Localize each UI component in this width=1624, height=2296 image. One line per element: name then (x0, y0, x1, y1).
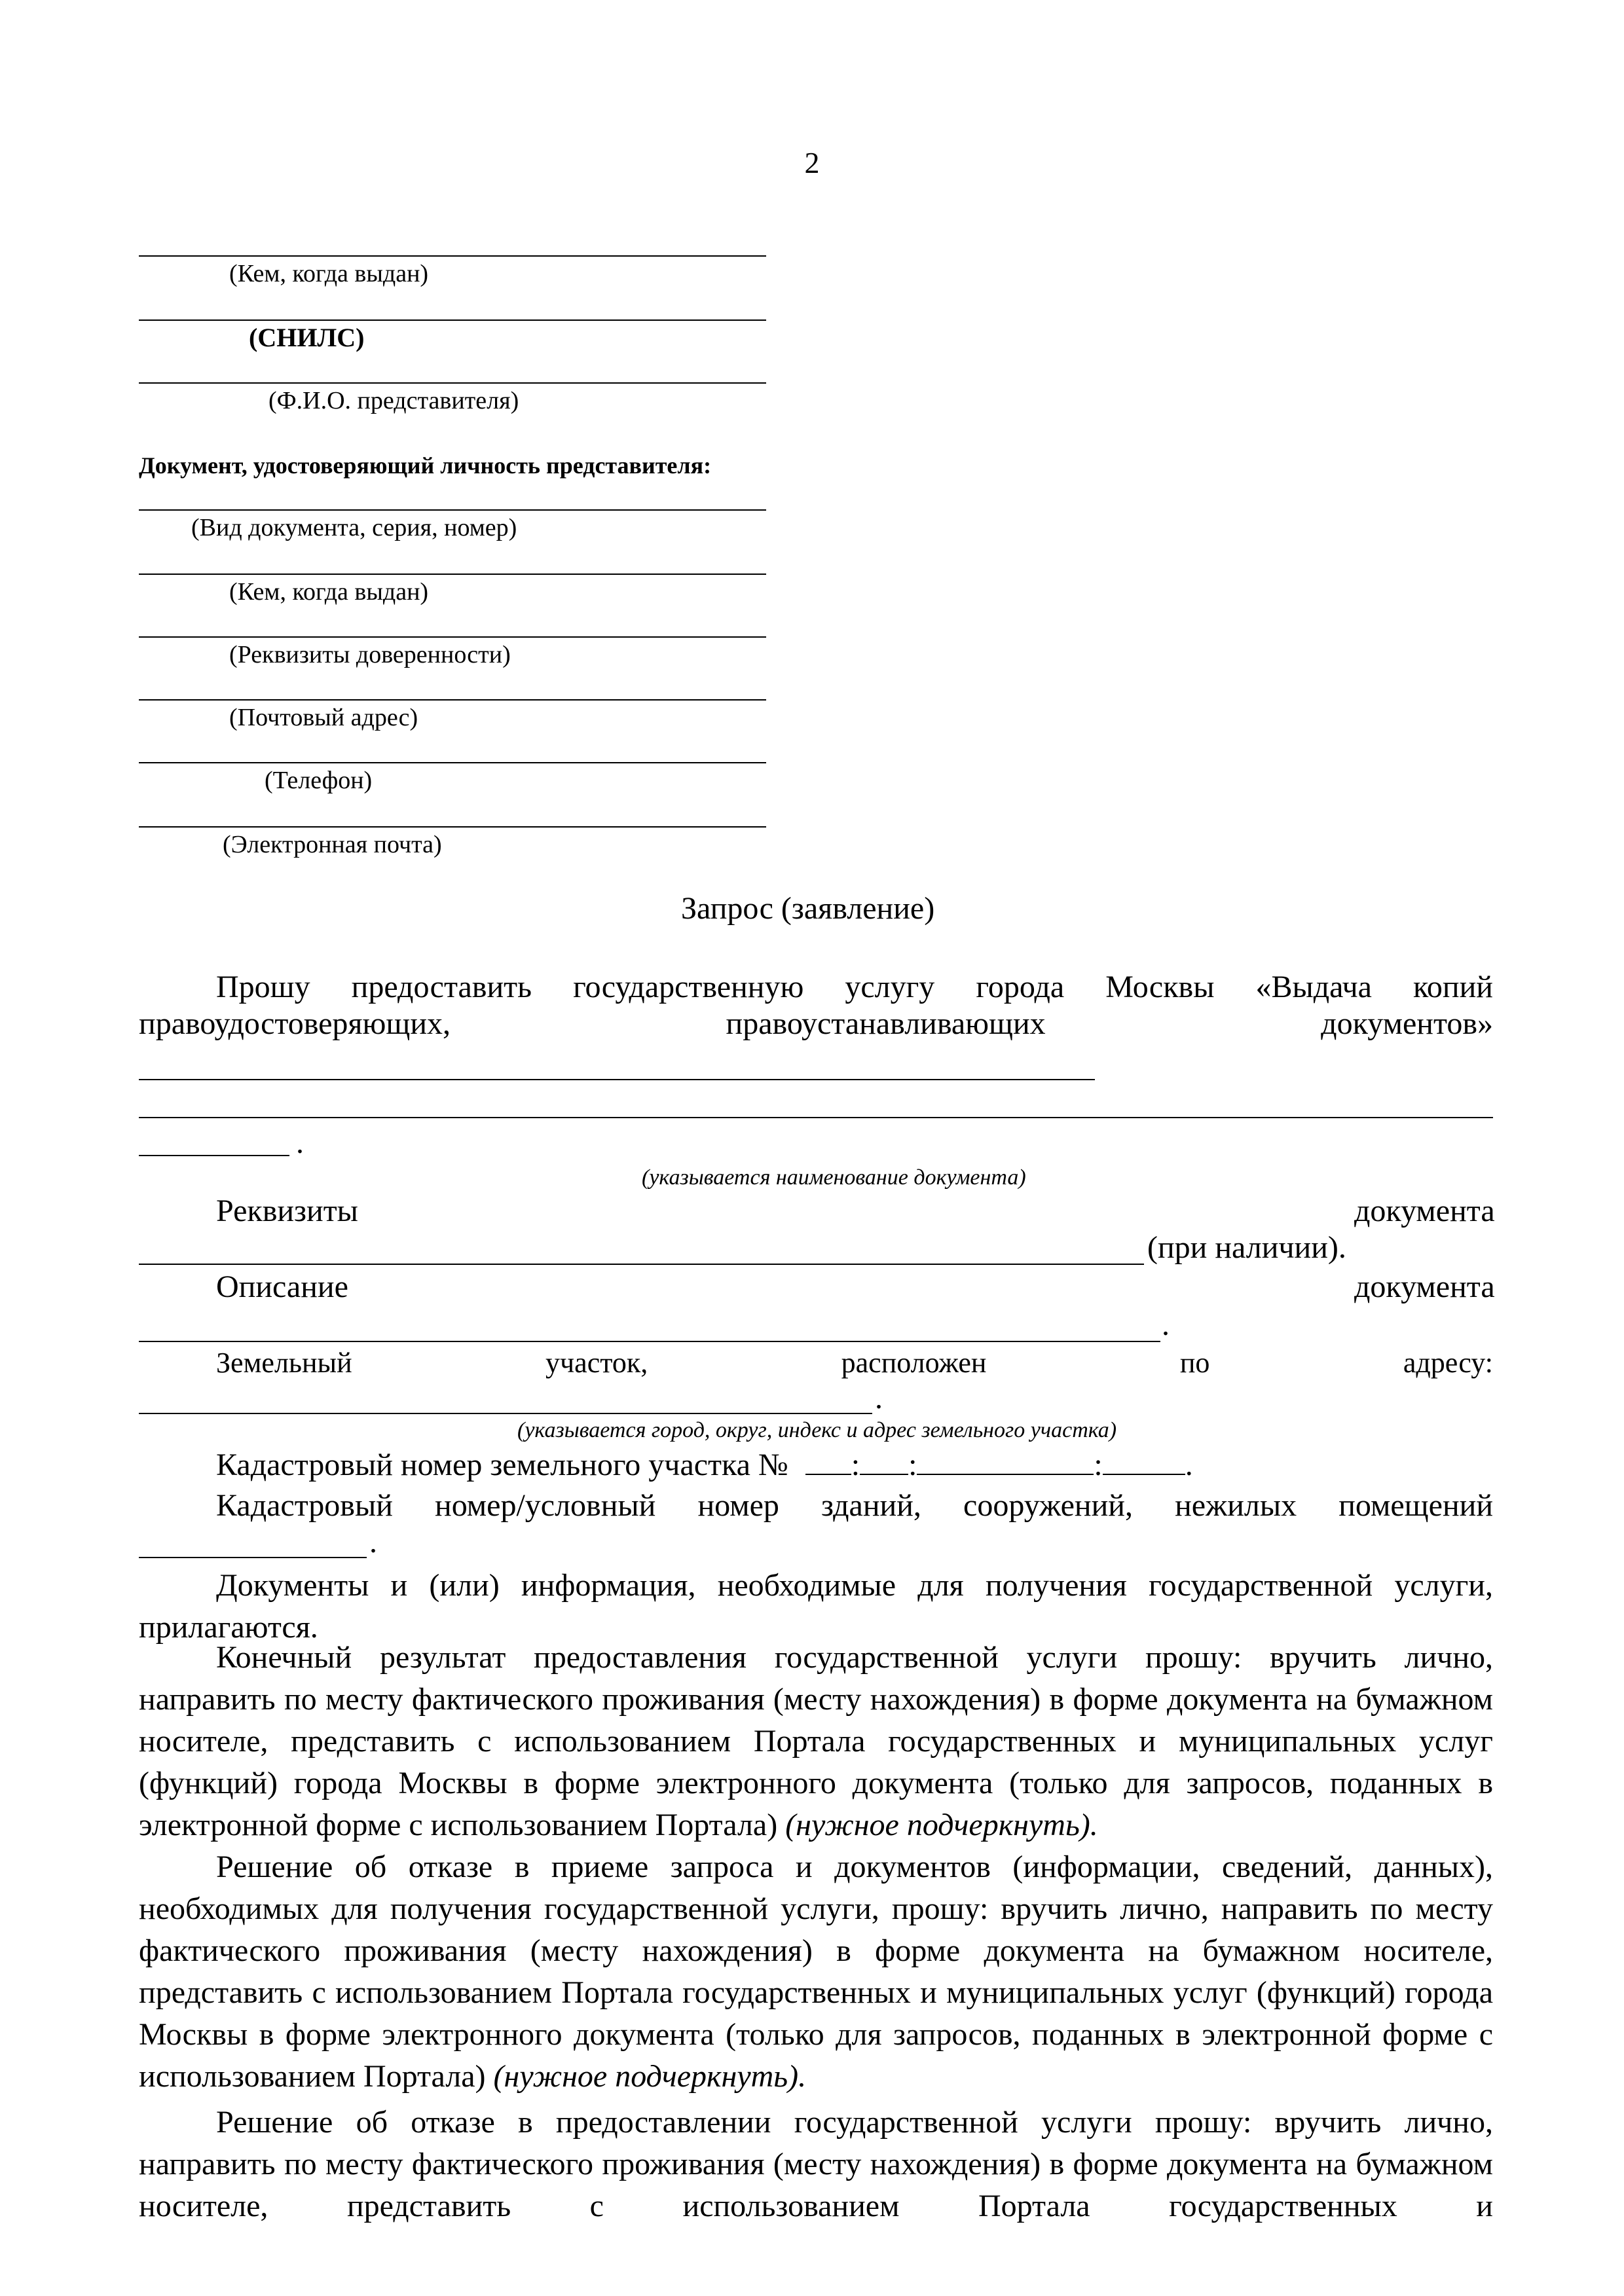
issued-by-line (139, 255, 766, 257)
word: номер/условный (435, 1488, 656, 1523)
word: помещений (1338, 1488, 1493, 1523)
snils-caption: (СНИЛС) (249, 323, 365, 352)
land-address-line (139, 1413, 872, 1414)
description-period: . (1162, 1307, 1170, 1342)
word: документов» (1321, 1006, 1493, 1041)
word: Земельный (216, 1347, 352, 1379)
cadastral-field-3[interactable] (917, 1448, 1094, 1475)
result-paragraph (139, 1637, 1493, 1846)
colon: : (908, 1448, 917, 1482)
email-caption: (Электронная почта) (223, 831, 442, 858)
refusal-service-text: Решение об отказе в предоставлении государственной услуги прошу: вручить лично, направить по месту фактического проживания (месту нахождения) в форме документа на бумажном носителе, представить с использованием Портала государственных и (139, 2105, 1493, 2223)
rep-issued-by-line (139, 574, 766, 575)
period: . (1185, 1448, 1193, 1482)
result-text: Конечный результат предоставления государственной услуги прошу: вручить лично, направить по месту фактического проживания (месту нахождения) в форме документа на бумажном носителе, представить с использованием Портала государственных и муниципальных услуг (функций) города Москвы в форме электронного документа (только для запросов, поданных в электронной форме с использованием Портала) (139, 1640, 1493, 1842)
rep-issued-by-caption: (Кем, когда выдан) (229, 578, 429, 606)
attached-paragraph: Документы и (или) информация, необходимые для получения государственной услуги, прилагаются. (139, 1568, 1493, 1645)
word: предоставить (351, 970, 532, 1004)
word: расположен (841, 1347, 987, 1379)
refusal-service-paragraph (139, 2102, 1493, 2227)
word: по (1179, 1347, 1210, 1379)
land-address-period: . (875, 1381, 883, 1415)
doc-name-line-3 (139, 1155, 289, 1156)
cadastral-line (216, 1447, 1193, 1483)
refusal-accept-note: (нужное подчеркнуть). (493, 2059, 807, 2094)
description-document: документа (1354, 1269, 1495, 1304)
requisites-if-any: (при наличии). (1147, 1230, 1346, 1265)
description-label: Описание (216, 1269, 348, 1304)
cadastral-label: Кадастровый номер земельного участка № (216, 1448, 788, 1482)
word: Прошу (216, 970, 310, 1004)
issued-by-caption: (Кем, когда выдан) (229, 260, 429, 287)
snils-line (139, 319, 766, 321)
word: правоустанавливающих (726, 1006, 1046, 1041)
rep-doc-type-line (139, 509, 766, 511)
doc-name-period: . (296, 1125, 304, 1160)
requisites-label: Реквизиты (216, 1194, 358, 1228)
refusal-accept-text: Решение об отказе в приеме запроса и документов (информации, сведений, данных), необходимых для получения государственной услуги, прошу: вручить лично, направить по месту фактического проживания (месту нахождения) в форме документа на бумажном носителе, представить с использованием Портала государственных и муниципальных услуг (функций) города Москвы в форме электронного документа (только для запросов, поданных в электронной форме с использованием Портала) (139, 1850, 1493, 2094)
cadastral-field-1[interactable] (805, 1448, 851, 1475)
word: государственную (573, 970, 804, 1004)
phone-line (139, 762, 766, 763)
rep-name-line (139, 382, 766, 384)
email-line (139, 826, 766, 828)
requisites-document: документа (1354, 1194, 1495, 1228)
request-line-2 (139, 1003, 1493, 1045)
rep-name-caption: (Ф.И.О. представителя) (268, 387, 519, 414)
page-number: 2 (804, 146, 820, 179)
refusal-accept-paragraph (139, 1846, 1493, 2098)
request-title: Запрос (заявление) (681, 891, 935, 926)
postal-line (139, 699, 766, 701)
word: правоудостоверяющих, (139, 1006, 451, 1041)
colon: : (851, 1448, 860, 1482)
request-line-1 (216, 966, 1493, 1008)
phone-caption: (Телефон) (265, 767, 373, 794)
word: города (976, 970, 1065, 1004)
word: Кадастровый (216, 1488, 393, 1523)
word: Москвы (1105, 970, 1215, 1004)
word: адресу: (1403, 1347, 1493, 1379)
doc-name-note: (указывается наименование документа) (642, 1165, 1026, 1190)
result-note: (нужное подчеркнуть). (785, 1808, 1098, 1842)
postal-caption: (Почтовый адрес) (229, 704, 418, 731)
land-line (216, 1342, 1493, 1384)
poa-caption: (Реквизиты доверенности) (229, 641, 511, 668)
word: копий (1413, 970, 1493, 1004)
word: услугу (845, 970, 935, 1004)
buildings-line (216, 1485, 1493, 1527)
word: нежилых (1175, 1488, 1297, 1523)
word: «Выдача (1255, 970, 1372, 1004)
word: участок, (545, 1347, 648, 1379)
requisites-line (139, 1264, 1144, 1265)
doc-name-line-2 (139, 1117, 1493, 1118)
colon: : (1094, 1448, 1103, 1482)
rep-doc-heading: Документ, удостоверяющий личность представителя: (139, 452, 712, 479)
cadastral-field-4[interactable] (1103, 1448, 1185, 1475)
land-note: (указывается город, округ, индекс и адрес земельного участка) (517, 1418, 1117, 1442)
word: номер (697, 1488, 779, 1523)
rep-doc-type-caption: (Вид документа, серия, номер) (191, 514, 517, 541)
doc-name-line-1 (139, 1079, 1095, 1080)
word: зданий, (821, 1488, 921, 1523)
buildings-field-line (139, 1557, 367, 1558)
poa-line (139, 636, 766, 638)
word: сооружений, (963, 1488, 1133, 1523)
buildings-period: . (369, 1525, 377, 1559)
cadastral-field-2[interactable] (860, 1448, 908, 1475)
